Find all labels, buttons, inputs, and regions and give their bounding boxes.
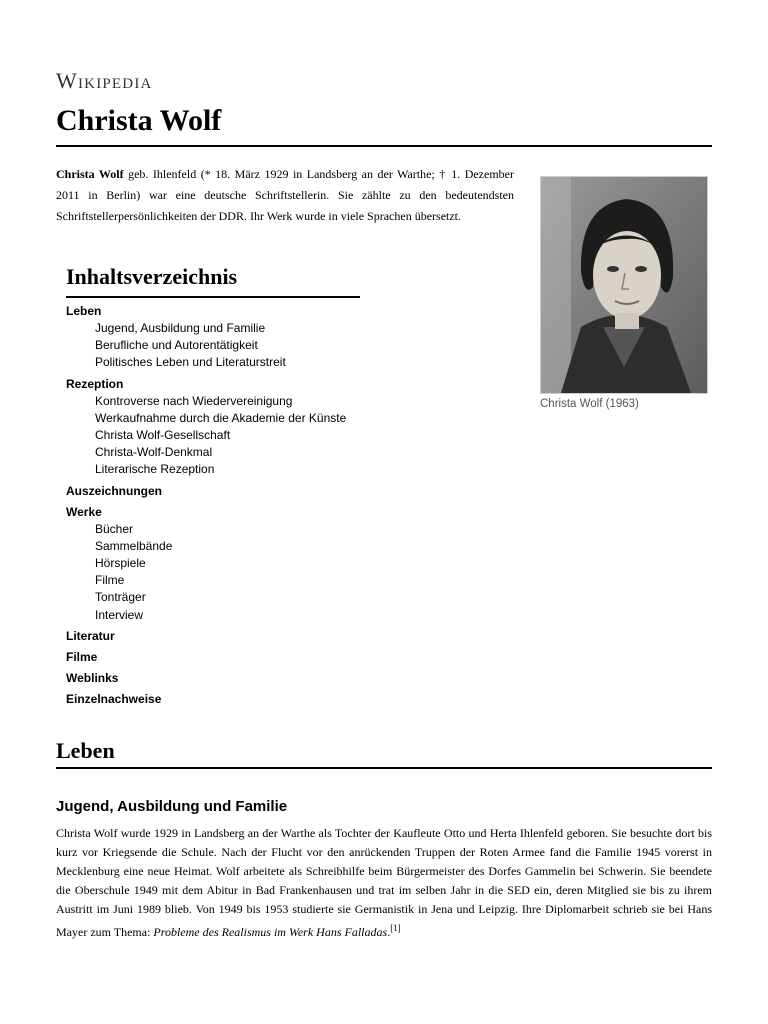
toc-item-weblinks[interactable]: Weblinks bbox=[66, 670, 119, 685]
toc-item-literatur[interactable]: Literatur bbox=[66, 628, 115, 643]
toc-subitem[interactable]: Interview bbox=[95, 607, 144, 622]
portrait-photo[interactable] bbox=[540, 176, 708, 394]
toc-subitem[interactable]: Kontroverse nach Wiedervereinigung bbox=[95, 393, 293, 408]
page-title: Christa Wolf bbox=[56, 104, 222, 137]
toc-subitem[interactable]: Christa Wolf-Gesellschaft bbox=[95, 428, 231, 443]
toc-subitem[interactable]: Hörspiele bbox=[95, 556, 146, 571]
thesis-title: Probleme des Realismus im Werk Hans Falladas bbox=[153, 925, 388, 939]
toc-title: Inhaltsverzeichnis bbox=[66, 264, 238, 289]
toc-item-einzelnachweise[interactable]: Einzelnachweise bbox=[66, 691, 162, 706]
toc-list bbox=[66, 303, 360, 708]
toc-subitem[interactable]: Politisches Leben und Literaturstreit bbox=[95, 355, 286, 370]
body-paragraph bbox=[56, 824, 712, 942]
paragraph-end: . bbox=[387, 925, 391, 939]
intro-paragraph bbox=[56, 164, 514, 227]
toc-subitem[interactable]: Bücher bbox=[95, 521, 134, 536]
footnote-link[interactable]: [1] bbox=[390, 923, 401, 933]
toc-subitem[interactable]: Tonträger bbox=[95, 590, 146, 605]
toc-item-rezeption[interactable]: Rezeption bbox=[66, 376, 124, 391]
subsection-heading: Jugend, Ausbildung und Familie bbox=[56, 798, 288, 815]
wikipedia-wordmark[interactable]: Wikipedia bbox=[56, 68, 153, 93]
title-divider bbox=[56, 145, 712, 147]
toc-item-werke[interactable]: Werke bbox=[66, 504, 102, 519]
section-divider bbox=[56, 767, 712, 769]
toc-item-leben[interactable]: Leben bbox=[66, 304, 102, 318]
image-caption: Christa Wolf (1963) bbox=[540, 398, 639, 410]
section-heading-leben: Leben bbox=[56, 738, 115, 763]
toc-subitem[interactable]: Jugend, Ausbildung und Familie bbox=[95, 321, 266, 335]
table-of-contents bbox=[66, 264, 360, 708]
toc-item-auszeichnungen[interactable]: Auszeichnungen bbox=[66, 483, 163, 498]
intro-name: Christa Wolf bbox=[56, 167, 124, 181]
toc-subitem[interactable]: Christa-Wolf-Denkmal bbox=[95, 445, 213, 460]
infobox-image bbox=[540, 176, 708, 410]
toc-subitem[interactable]: Literarische Rezeption bbox=[95, 462, 215, 477]
toc-subitem[interactable]: Berufliche und Autorentätigkeit bbox=[95, 338, 258, 353]
intro-text: geb. Ihlenfeld (* 18. März 1929 in Landsberg an der Warthe; † 1. Dezember 2011 in Berlin) war eine deutsche Schriftstellerin. Sie zählte zu den bedeutendsten Schriftstellerpersönlichkeiten der DDR. Ihr Werk wurde in viele Sprachen übersetzt. bbox=[56, 167, 514, 223]
paragraph-text: Christa Wolf wurde 1929 in Landsberg an der Warthe als Tochter der Kaufleute Otto und Herta Ihlenfeld geboren. Sie besuchte dort bis kurz vor Kriegsende die Schule. Nach der Flucht vor den anrückenden Truppen der Roten Armee fand die Familie 1945 vorerst in Mecklenburg eine neue Heimat. Wolf arbeitete als Schreibhilfe beim Bürgermeister des Dorfes Gammelin bei Schwerin. Sie beendete die Oberschule 1949 mit dem Abitur in Bad Frankenhausen und trat im selben Jahr in die SED ein, deren Mitglied sie bis zu ihrem Austritt im Juni 1989 blieb. Von 1949 bis 1953 studierte sie Germanistik in Jena und Leipzig. Ihre Diplomarbeit schrieb sie bei Hans Mayer zum Thema: bbox=[56, 826, 712, 939]
toc-subitem[interactable]: Filme bbox=[95, 573, 125, 588]
toc-divider bbox=[66, 296, 360, 298]
toc-item-filme[interactable]: Filme bbox=[66, 649, 98, 664]
toc-subitem[interactable]: Sammelbände bbox=[95, 538, 173, 553]
toc-subitem[interactable]: Werkaufnahme durch die Akademie der Künste bbox=[95, 410, 347, 425]
